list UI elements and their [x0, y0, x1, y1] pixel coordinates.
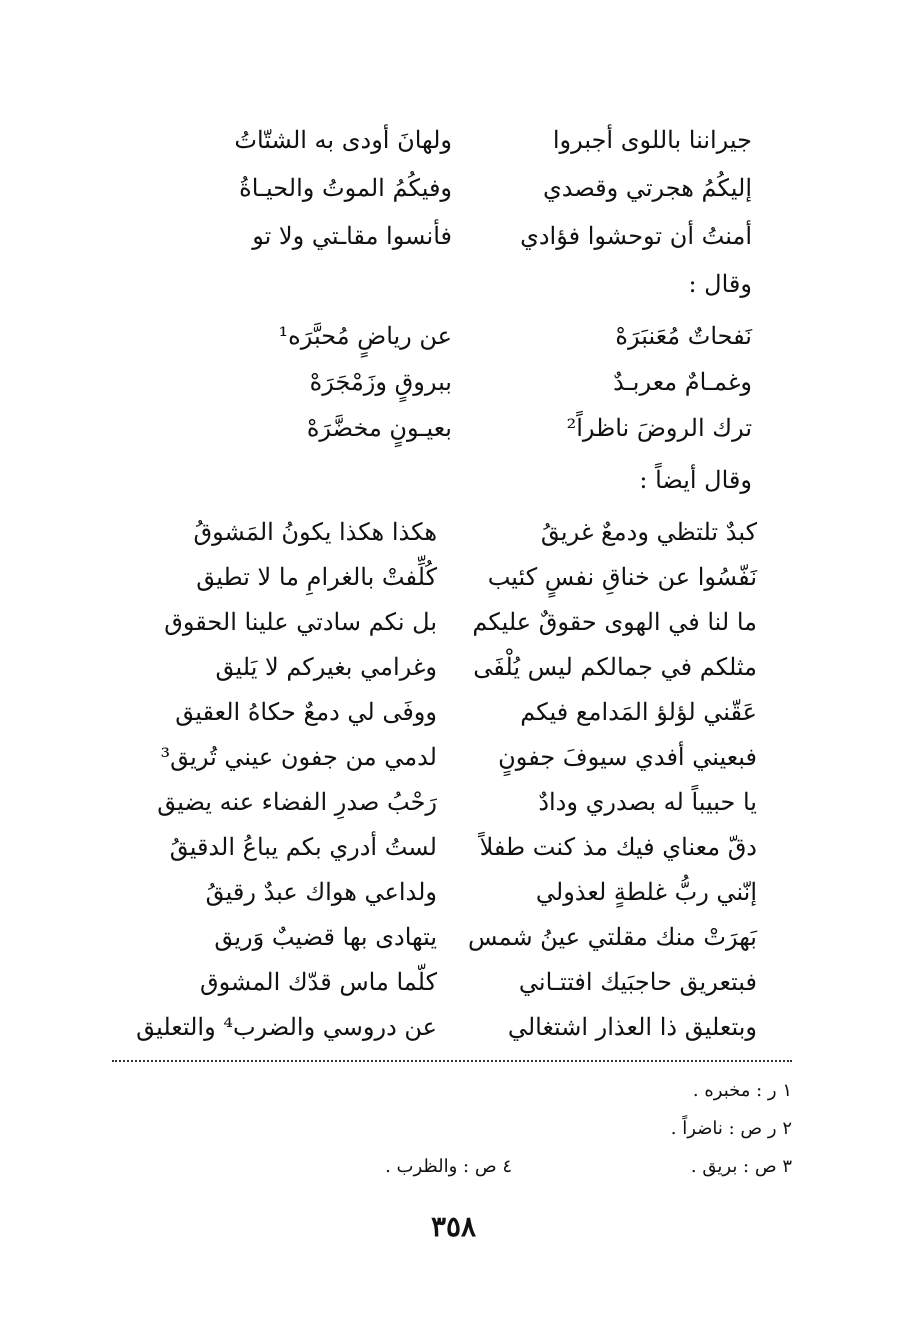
- verse-first-hemistich: جيراننا باللوى أجبروا: [552, 126, 752, 154]
- verse-second-hemistich: يتهادى بها قضيبٌ وَريق: [214, 923, 437, 951]
- verse-first-hemistich: عَقّني لؤلؤ المَدامع فيكم: [520, 698, 757, 726]
- verse-second-hemistich: كلّما ماس قدّك المشوق: [199, 968, 437, 996]
- verse-second-hemistich: عن دروسي والضرب⁴ والتعليق: [136, 1013, 437, 1041]
- verse-second-hemistich: ووفَى لي دمعٌ حكاهُ العقيق: [175, 698, 437, 726]
- page-number: ٣٥٨: [430, 1210, 477, 1243]
- verse-second-hemistich: هكذا هكذا يكونُ المَشوقُ: [193, 518, 437, 546]
- verse-line: [152, 176, 752, 200]
- verse-second-hemistich: ببروقٍ وزَمْجَرَهْ: [309, 368, 452, 396]
- verse-line: [137, 925, 757, 949]
- verse-second-hemistich: لدمي من جفون عيني تُريق³: [160, 743, 437, 771]
- verse-first-hemistich: فبتعريق حاجبَيك افتتـاني: [518, 968, 757, 996]
- verse-second-hemistich: وغرامي بغيركم لا يَليق: [215, 653, 437, 681]
- verse-first-hemistich: مثلكم في جمالكم ليس يُلْفَى: [473, 653, 757, 681]
- verse-second-hemistich: بل نكم سادتي علينا الحقوق: [164, 608, 437, 636]
- verse-first-hemistich: كبدٌ تلتظي ودمعٌ غريقُ: [540, 518, 757, 546]
- verse-line: [137, 880, 757, 904]
- verse-second-hemistich: رَحْبُ صدرِ الفضاء عنه يضيق: [157, 788, 437, 816]
- verse-line: [137, 835, 757, 859]
- verse-first-hemistich: إنّني ربُّ غلطةٍ لعذولي: [535, 878, 757, 906]
- footnote: ٤ ص : والظرب .: [385, 1156, 512, 1177]
- verse-first-hemistich: يا حبيباً له بصدري ودادٌ: [538, 788, 757, 816]
- verse-line: [137, 745, 757, 769]
- verse-first-hemistich: وبتعليق ذا العذار اشتغالي: [507, 1013, 757, 1041]
- verse-first-hemistich: إليكُمُ هجرتي وقصدي: [542, 174, 752, 202]
- verse-first-hemistich: ترك الروضَ ناظراً²: [566, 414, 752, 442]
- verse-line: [152, 324, 752, 348]
- verse-line: [152, 416, 752, 440]
- verse-line: [137, 655, 757, 679]
- verse-line: [137, 1015, 757, 1039]
- verse-first-hemistich: أمنتُ أن توحشوا فؤادي: [520, 222, 752, 250]
- verse-first-hemistich: ما لنا في الهوى حقوقٌ عليكم: [472, 608, 757, 636]
- footnote-divider: [112, 1060, 792, 1062]
- verse-second-hemistich: فأنسوا مقاـتي ولا تو: [252, 222, 452, 250]
- footnote: ٢ ر ص : ناضراً .: [670, 1118, 792, 1139]
- verse-line: [152, 224, 752, 248]
- verse-line: [137, 610, 757, 634]
- verse-line: [137, 790, 757, 814]
- verse-first-hemistich: فبعيني أفدي سيوفَ جفونٍ: [498, 743, 757, 771]
- verse-first-hemistich: بَهرَتْ منك مقلتي عينُ شمس: [467, 923, 757, 951]
- footnote: ٣ ص : بريق .: [690, 1156, 792, 1177]
- verse-first-hemistich: دقّ معناي فيك مذ كنت طفلاً: [479, 833, 757, 861]
- verse-first-hemistich: وغمـامٌ معربـدٌ: [613, 368, 752, 396]
- verse-line: [137, 700, 757, 724]
- verse-line: [137, 565, 757, 589]
- verse-first-hemistich: نَفّسُوا عن خناقِ نفسٍ كئيب: [487, 563, 757, 591]
- verse-second-hemistich: لستُ أدري بكم يباعُ الدقيقُ: [169, 833, 437, 861]
- verse-line: [152, 370, 752, 394]
- verse-second-hemistich: عن رياضٍ مُحبَّرَه¹: [278, 322, 452, 350]
- verse-second-hemistich: وفيكُمُ الموتُ والحيـاةُ: [239, 174, 452, 202]
- verse-second-hemistich: بعيـونٍ مخضَّرَهْ: [306, 414, 452, 442]
- footnote: ١ ر : مخبره .: [692, 1080, 792, 1101]
- section-intro: وقال :: [688, 270, 752, 298]
- verse-second-hemistich: ولداعي هواك عبدٌ رقيقُ: [205, 878, 437, 906]
- verse-line: [137, 970, 757, 994]
- section-intro: وقال أيضاً :: [639, 466, 752, 494]
- verse-second-hemistich: كُلِّفتْ بالغرامِ ما لا تطيق: [196, 563, 437, 591]
- verse-line: [137, 520, 757, 544]
- verse-first-hemistich: نَفحاتٌ مُعَنبَرَهْ: [615, 322, 752, 350]
- verse-line: [152, 128, 752, 152]
- verse-second-hemistich: ولهانَ أودى به الشتّاتُ: [234, 126, 452, 154]
